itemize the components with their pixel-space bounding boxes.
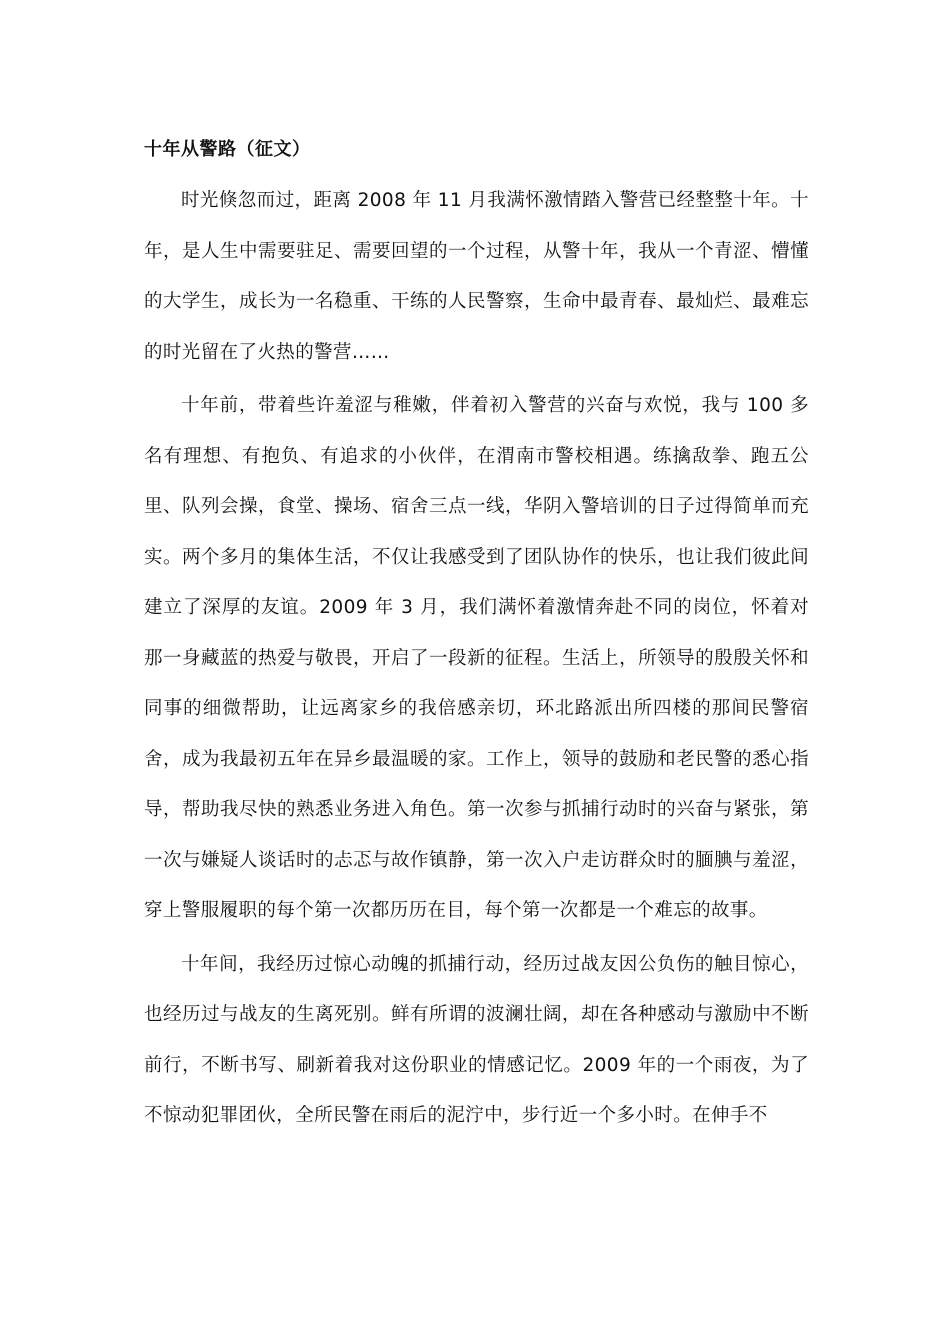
paragraph-2: 十年前，带着些许羞涩与稚嫩，伴着初入警营的兴奋与欢悦，我与 100 多名有理想、有抱负、有追求的小伙伴，在渭南市警校相遇。练擒敌拳、跑五公里、队列会操，食堂、操场、宿舍三点一线，华阴入警培训的日子过得简单而充实。两个多月的集体生活，不仅让我感受到了团队协作的快乐，也让我们彼此间建立了深厚的友谊。2009 年 3 月，我们满怀着激情奔赴不同的岗位，怀着对那一身藏蓝的热爱与敬畏，开启了一段新的征程。生活上，所领导的殷殷关怀和同事的细微帮助，让远离家乡的我倍感亲切，环北路派出所四楼的那间民警宿舍，成为我最初五年在异乡最温暖的家。工作上，领导的鼓励和老民警的悉心指导，帮助我尽快的熟悉业务进入角色。第一次参与抓捕行动时的兴奋与紧张，第一次与嫌疑人谈话时的忐忑与故作镇静，第一次入户走访群众时的腼腆与羞涩，穿上警服履职的每个第一次都历历在目，每个第一次都是一个难忘的故事。 [144, 395, 809, 921]
paragraph-1: 时光倏忽而过，距离 2008 年 11 月我满怀激情踏入警营已经整整十年。十年，是人生中需要驻足、需要回望的一个过程，从警十年，我从一个青涩、懵懂的大学生，成长为一名稳重、干练的人民警察，生命中最青春、最灿烂、最难忘的时光留在了火热的警营…… [144, 190, 809, 363]
document-body [144, 130, 809, 1145]
paragraph-3: 十年间，我经历过惊心动魄的抓捕行动，经历过战友因公负伤的触目惊心，也经历过与战友的生离死别。鲜有所谓的波澜壮阔，却在各种感动与激励中不断前行，不断书写、刷新着我对这份职业的情感记忆。2009 年的一个雨夜，为了不惊动犯罪团伙，全所民警在雨后的泥泞中，步行近一个多小时。在伸手不 [144, 953, 809, 1126]
document-title: 十年从警路（征文） [144, 139, 311, 160]
